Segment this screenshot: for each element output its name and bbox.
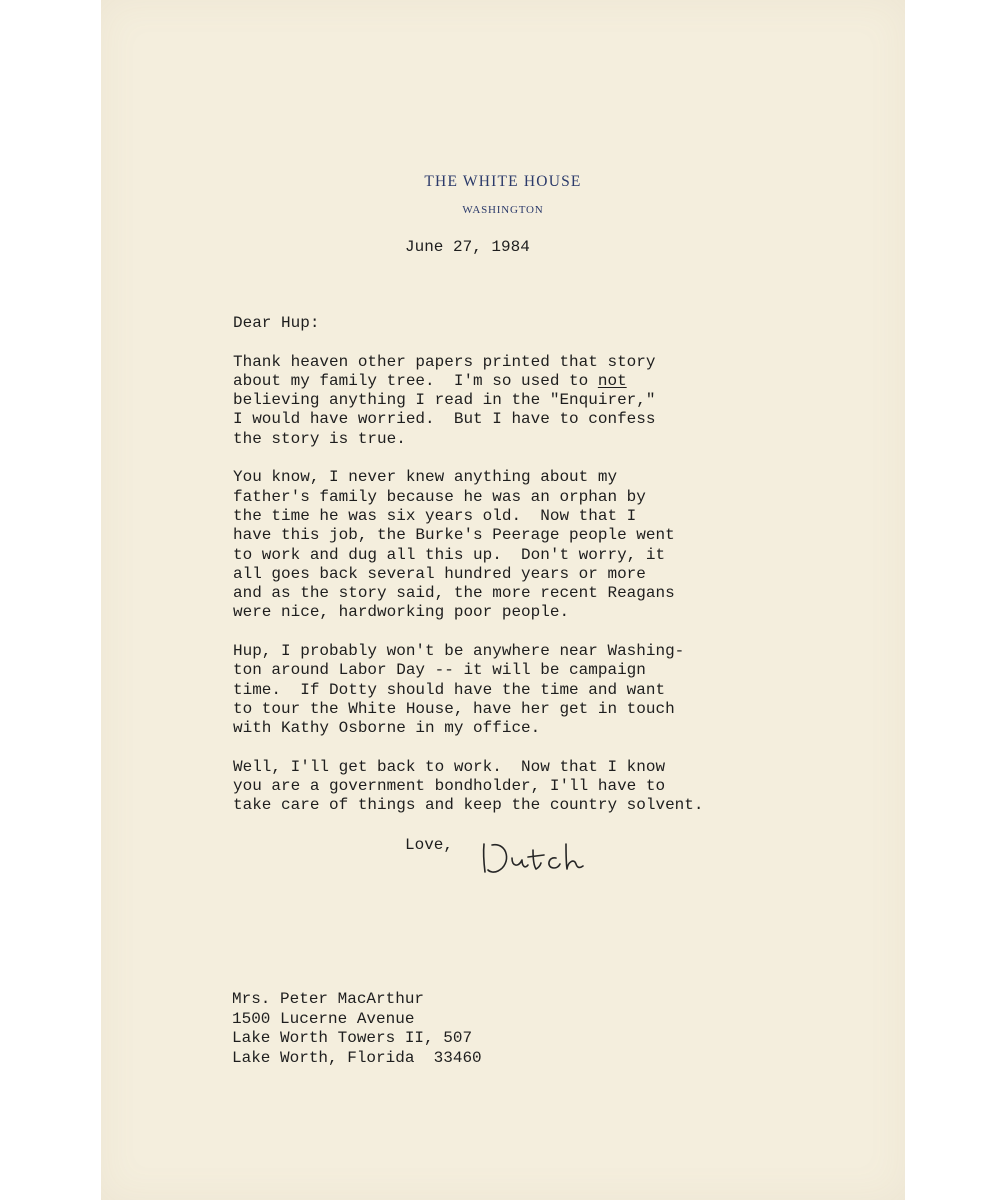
p2-line: to work and dug all this up. Don't worry, it [233,545,666,564]
p3-line: ton around Labor Day -- it will be campaign [233,661,646,680]
p2-line: You know, I never knew anything about my [233,468,618,487]
p3-line: with Kathy Osborne in my office. [233,719,541,738]
letter-date: June 27, 1984 [405,238,530,256]
paragraph-3 [233,642,833,738]
letterhead-city: WASHINGTON [462,204,544,216]
p3-line: time. If Dotty should have the time and want [233,680,666,699]
p3-line: Hup, I probably won't be anywhere near Washing- [233,642,685,661]
p4-line: you are a government bondholder, I'll have to [233,777,666,796]
closing: Love, [405,836,454,854]
p2-line: were nice, hardworking poor people. [233,603,570,622]
address-line: 1500 Lucerne Avenue [232,1009,415,1028]
paragraph-4 [233,758,833,816]
p1-line-1: Thank heaven other papers printed that story [233,352,656,371]
salutation: Dear Hup: [233,314,320,332]
p1-line-4: I would have worried. But I have to confess [233,410,656,429]
p3-line: to tour the White House, have her get in touch [233,699,675,718]
letterhead-title: THE WHITE HOUSE [424,173,582,190]
p2-line: the time he was six years old. Now that I [233,506,637,525]
p1-line-5: the story is true. [233,429,406,448]
address-line: Lake Worth Towers II, 507 [232,1029,473,1047]
paragraph-2 [233,468,833,622]
p2-line: father's family because he was an orphan by [233,487,646,506]
p2-line: have this job, the Burke's Peerage people went [233,526,675,545]
address-line: Mrs. Peter MacArthur [232,990,425,1008]
p4-line: Well, I'll get back to work. Now that I know [233,757,666,776]
p1-underlined-word: not [597,371,627,390]
paragraph-1 [233,353,833,449]
signature-dutch [478,838,600,880]
p1-line-3: believing anything I read in the "Enquirer," [233,391,656,410]
p4-line: take care of things and keep the country solvent. [233,796,704,815]
p2-line: and as the story said, the more recent Reagans [233,584,675,603]
recipient-address [232,990,482,1068]
letter-body [233,314,833,816]
p1-line-2-pre: about my family tree. I'm so used to [233,371,598,390]
p2-line: all goes back several hundred years or more [233,564,646,583]
address-line: Lake Worth, Florida 33460 [232,1048,482,1067]
